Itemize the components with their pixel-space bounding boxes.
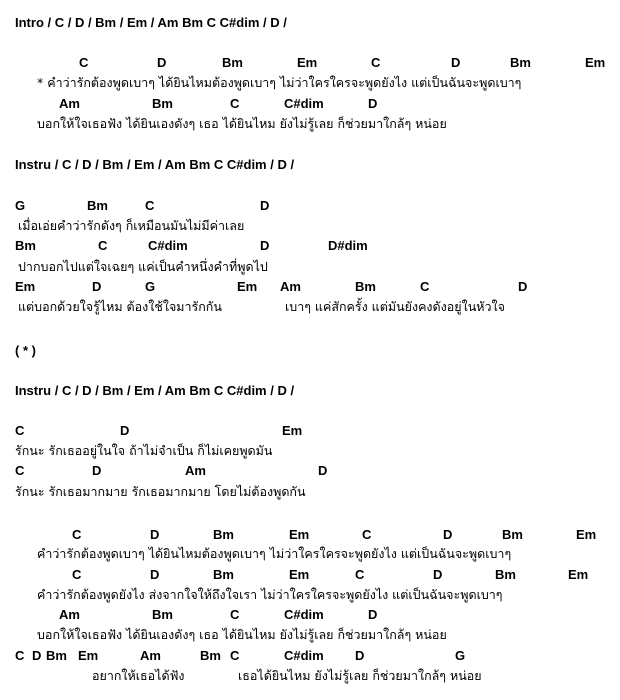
chord-label: D [518,279,528,294]
chord-label: D [443,527,453,542]
chord-label: Bm [222,55,243,70]
chord-label: Bm [152,96,173,111]
chord-label: D [433,567,443,582]
chord-label: D [368,607,378,622]
lyric-line: * คำว่ารักต้องพูดเบาๆ ได้ยินไหมต้องพูดเบาๆ ไม่ว่าใครใครจะพูดยังไง แต่เป็นฉันจะพูดเบาๆ [37,75,522,90]
chord-label: C [145,198,155,213]
chord-label: C#dim [284,648,324,663]
chord-label: C [79,55,89,70]
chord-label: C [72,567,82,582]
chord-label: Em [585,55,606,70]
section-heading: Instru / C / D / Bm / Em / Am Bm C C#dim / D / [15,383,295,398]
section-heading: Instru / C / D / Bm / Em / Am Bm C C#dim / D / [15,157,295,172]
chord-label: D [260,198,270,213]
chord-label: C [98,238,108,253]
chord-label: Em [297,55,318,70]
chord-label: Bm [510,55,531,70]
lyric-line: รักนะ รักเธอมากมาย รักเธอมากมาย โดยไม่ต้องพูดกัน [15,484,306,499]
lyric-line: บอกให้ใจเธอฟัง ได้ยินเองดังๆ เธอ ได้ยินไหม ยังไม่รู้เลย ก็ช่วยมาใกล้ๆ หน่อย [37,627,447,642]
chord-label: C [420,279,430,294]
chord-label: Em [289,527,310,542]
lyric-line: เมื่อเอ่ยคำว่ารักดังๆ ก็เหมือนมันไม่มีค่าเลย [18,218,245,233]
chord-label: Bm [152,607,173,622]
chord-label: D [92,279,102,294]
chord-label: Bm [15,238,36,253]
chord-label: Bm [355,279,376,294]
lyric-line: รักนะ รักเธออยู่ในใจ ถ้าไม่จำเป็น ก็ไม่เคยพูดมัน [15,443,273,458]
lyric-line: อยากให้เธอได้ฟัง [92,668,185,683]
chord-label: C [230,607,240,622]
lyric-line: บอกให้ใจเธอฟัง ได้ยินเองดังๆ เธอ ได้ยินไหม ยังไม่รู้เลย ก็ช่วยมาใกล้ๆ หน่อย [37,116,447,131]
chord-label: G [145,279,156,294]
section-heading: ( * ) [15,343,36,358]
chord-label: Em [568,567,589,582]
chord-label: Em [237,279,258,294]
chord-label: Em [289,567,310,582]
lyric-line: เธอได้ยินไหม ยังไม่รู้เลย ก็ช่วยมาใกล้ๆ หน่อย [238,668,482,683]
chord-label: Am [59,607,80,622]
chord-label: G [455,648,466,663]
chord-label: Em [78,648,99,663]
chord-label: D [260,238,270,253]
chord-label: C [15,463,25,478]
chord-label: D [368,96,378,111]
chord-label: C#dim [148,238,188,253]
chord-label: D [150,527,160,542]
chord-label: Bm [495,567,516,582]
chord-label: C [355,567,365,582]
chord-label: D [150,567,160,582]
chord-label: Bm [213,567,234,582]
chord-label: C [230,96,240,111]
lyric-line: คำว่ารักต้องพูดเบาๆ ได้ยินไหมต้องพูดเบาๆ ไม่ว่าใครใครจะพูดยังไง แต่เป็นฉันจะพูดเบาๆ [37,546,512,561]
lyric-line: คำว่ารักต้องพูดยังไง ส่งจากใจให้ถึงใจเรา ไม่ว่าใครใครจะพูดยังไง แต่เป็นฉันจะพูดเบาๆ [37,587,503,602]
chord-label: D [355,648,365,663]
chord-label: D#dim [328,238,368,253]
chord-label: Bm [502,527,523,542]
chord-label: C [230,648,240,663]
chord-label: D [92,463,102,478]
chord-label: C [15,423,25,438]
chord-label: Bm [87,198,108,213]
chord-label: Am [59,96,80,111]
chord-label: Am [185,463,206,478]
chord-label: D [318,463,328,478]
chord-label: G [15,198,26,213]
chord-label: Bm [213,527,234,542]
chord-label: C [72,527,82,542]
chord-label: D [120,423,130,438]
chord-label: Em [282,423,303,438]
chord-label: C#dim [284,607,324,622]
chord-label: C [362,527,372,542]
lyric-line: ปากบอกไปแต่ใจเฉยๆ แค่เป็นคำหนึ่งคำที่พูดไป [18,259,268,274]
chord-label: C [15,648,25,663]
lyric-line: เบาๆ แค่สักครั้ง แต่มันยังคงดังอยู่ในหัวใจ [285,299,505,314]
chord-label: Bm [200,648,221,663]
chord-label: Bm [46,648,67,663]
chord-label: Em [15,279,36,294]
chord-label: Am [280,279,301,294]
lyric-line: แต่บอกด้วยใจรู้ไหม ต้องใช้ใจมารักกัน [18,299,222,314]
chord-label: D [157,55,167,70]
chord-label: D [451,55,461,70]
chord-label: Am [140,648,161,663]
section-heading: Intro / C / D / Bm / Em / Am Bm C C#dim / D / [15,15,287,30]
chord-label: C#dim [284,96,324,111]
chord-label: C [371,55,381,70]
chord-label: D [32,648,42,663]
chord-label: Em [576,527,597,542]
